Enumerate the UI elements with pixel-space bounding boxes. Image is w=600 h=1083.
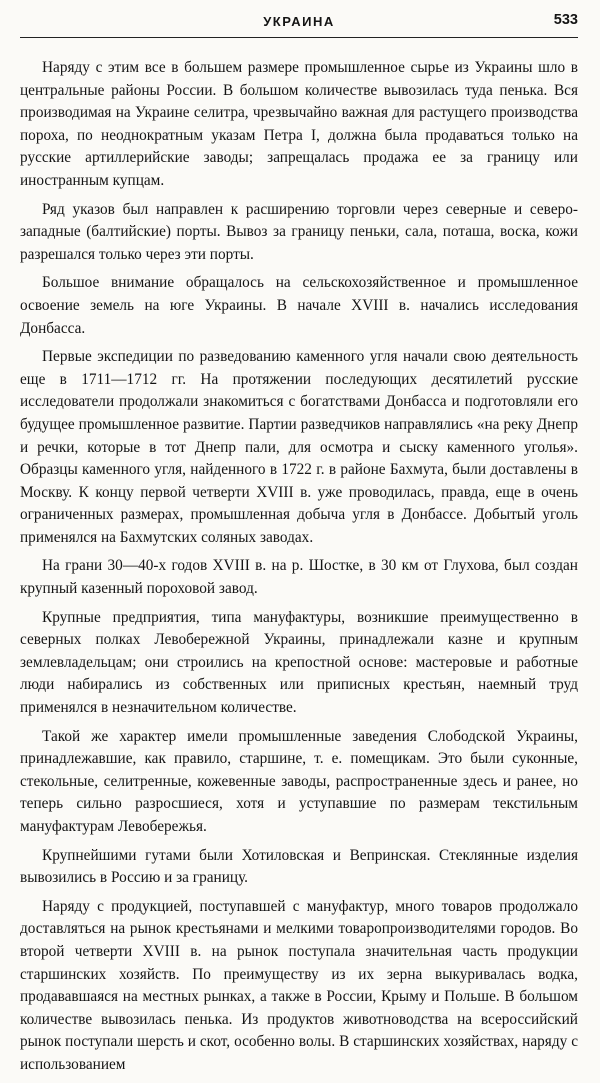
paragraph-4: Первые экспедиции по разведованию каменного угля начали свою деятельность еще в 1711—1712 гг. На протяжении последующих десятилетий русские исследователи продолжали знакомиться с богатствами Донбасса и подготовляли его будущее промышленное развитие. Партии разведчиков направлялись «на реку Днепр и речки, которые в тот Днепр пали, для осмотра и сыску каменного уголья». Образцы каменного угля, найденного в 1722 г. в районе Бахмута, были доставлены в Москву. К концу первой четверти XVIII в. уже проводилась, правда, еще в очень ограниченных размерах, промышленная добыча угля в Донбассе. Добытый уголь применялся на Бахмутских соляных заводах.: [20, 348, 578, 546]
running-head: УКРАИНА: [263, 14, 335, 29]
paragraph-5: На грани 30—40-х годов XVIII в. на р. Шостке, в 30 км от Глухова, был создан крупный казенный пороховой завод.: [20, 557, 578, 598]
paragraph-7: Такой же характер имели промышленные заведения Слободской Украины, принадлежавшие, как правило, старшине, т. е. помещикам. Это были суконные, стекольные, селитренные, кожевенные заводы, распространенные здесь и ранее, но теперь сильно разросшиеся, хотя и уступавшие по размерам текстильным мануфактурам Левобережья.: [20, 727, 578, 835]
paragraph-6: Крупные предприятия, типа мануфактуры, возникшие преимущественно в северных полках Левобережной Украины, принадлежали казне и крупным землевладельцам; они строились на крепостной основе: мастеровые и работные люди набирались из собственных или приписных крестьян, наемный труд применялся в незначительном количестве.: [20, 608, 578, 717]
paragraph-9: Наряду с продукцией, поступавшей с мануфактур, много товаров продолжало доставляться на рынок крестьянами и мелкими товаропроизводителями городов. Во второй четверти XVIII в. на рынок поступала значительная часть продукции старшинских хозяйств. По преимуществу из их зерна выкуривалась водка, продававшаяся на местных рынках, а также в России, Крыму и Польше. В большом количестве вывозилась пенька. Из продуктов животноводства на всероссийский рынок поступали шерсть и скот, особенно волы. В старшинских хозяйствах, наряду с использованием: [20, 897, 578, 1073]
paragraph-3: Большое внимание обращалось на сельскохозяйственное и промышленное освоение земель на юге Украины. В начале XVIII в. начались исследования Донбасса.: [20, 274, 578, 337]
paragraph-2: Ряд указов был направлен к расширению торговли через северные и северо-западные (балтийские) порты. Вывоз за границу пеньки, сала, поташа, воска, кожи разрешался только через эти порты.: [20, 200, 578, 263]
paragraph-8: Крупнейшими гутами были Хотиловская и Вепринская. Стеклянные изделия вывозились в Россию и за границу.: [20, 846, 578, 887]
paragraph-1: Наряду с этим все в большем размере промышленное сырье из Украины шло в центральные районы России. В большом количестве вывозилась туда пенька. Вся производимая на Украине селитра, чрезвычайно важная для растущего производства пороха, по неоднократным указам Петра I, должна была продаваться только на русские артиллерийские заводы; запрещалась продажа ее за границу или иностранным купцам.: [20, 59, 578, 189]
header-rule: [20, 37, 578, 38]
body-text: [20, 57, 578, 1083]
page-header: [20, 14, 578, 36]
page-number: 533: [553, 12, 578, 28]
